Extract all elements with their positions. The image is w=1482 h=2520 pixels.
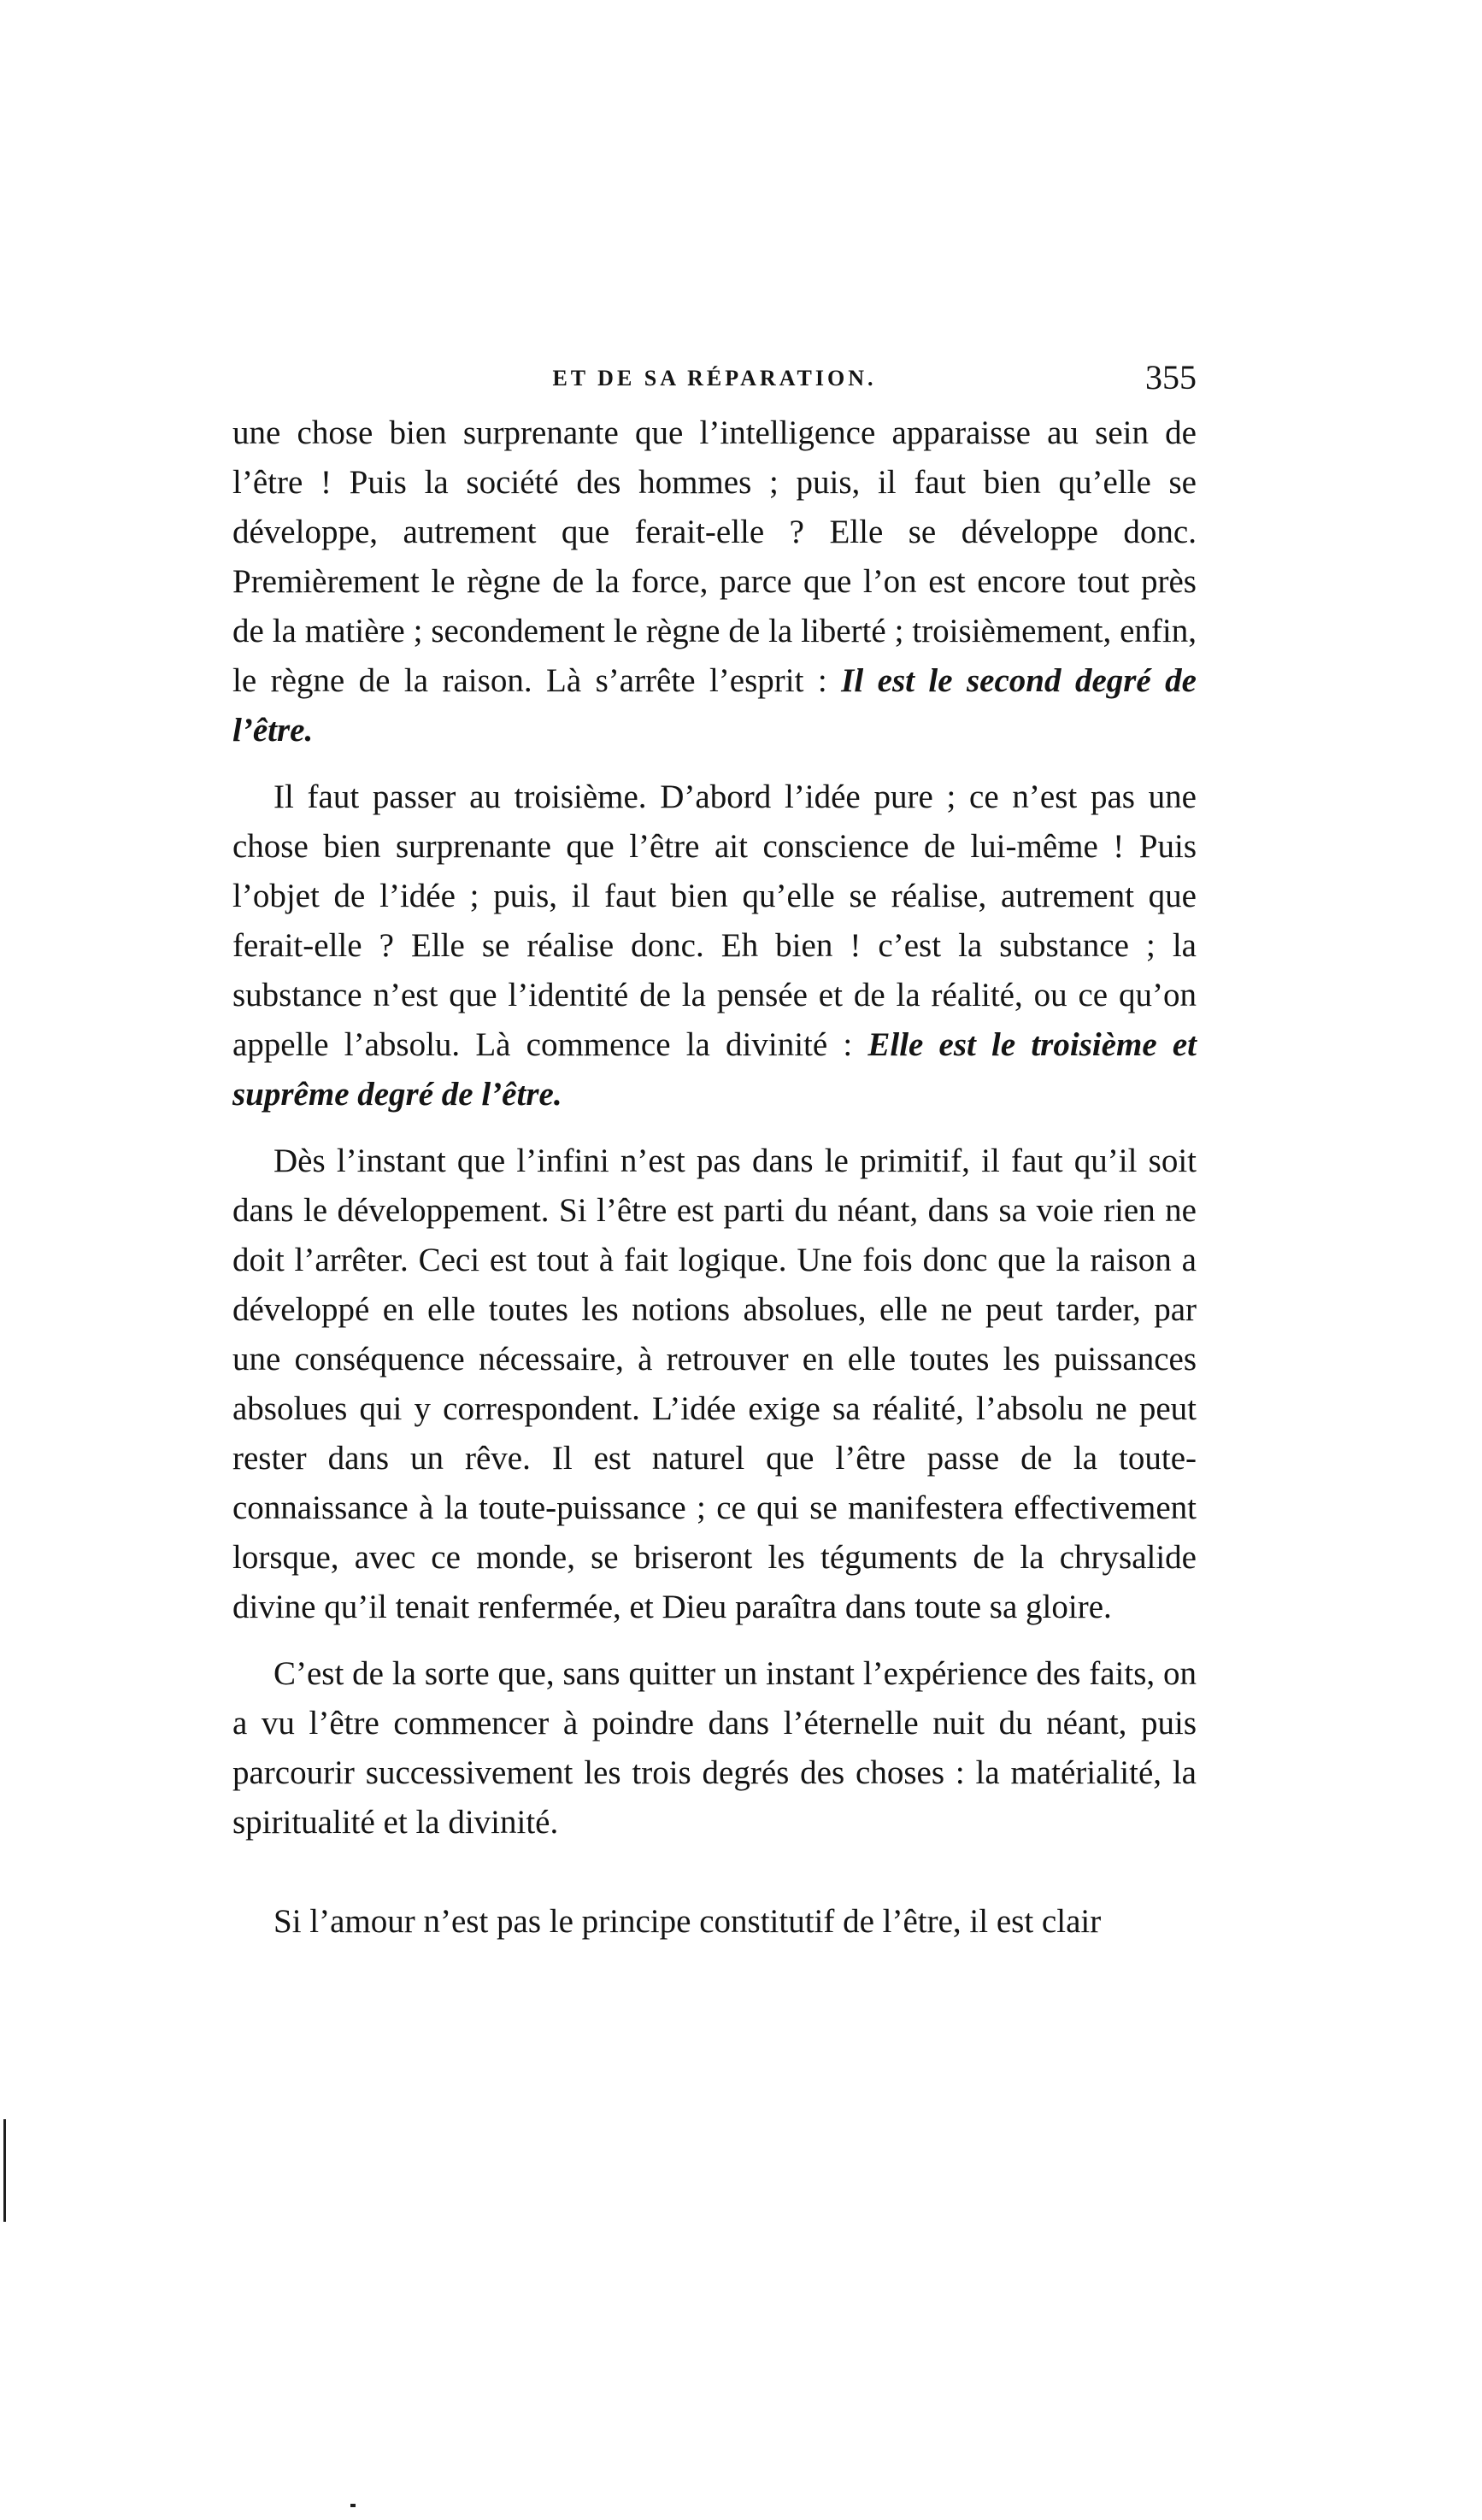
running-header bbox=[232, 357, 1197, 400]
paragraph-1-text: une chose bien surprenante que l’intelligence apparaisse au sein de l’être ! Puis la société des hommes ; puis, il faut bien qu’elle se développe, autrement que ferait-elle ? Elle se développe donc. Premièrement le règne de la force, parce que l’on est encore tout près de la matière ; secondement le règne de la liberté ; troisièmement, enfin, le règne de la raison. Là s’arrête l’esprit : bbox=[232, 414, 1197, 699]
paragraph-3-text: Dès l’instant que l’infini n’est pas dans le primitif, il faut qu’il soit dans le développement. Si l’être est parti du néant, dans sa voie rien ne doit l’arrêter. Ceci est tout à fait logique. Une fois donc que la raison a développé en elle toutes les notions absolues, elle ne peut tarder, par une conséquence nécessaire, à retrouver en elle toutes les puissances absolues qui y correspondent. L’idée exige sa réalité, l’absolu ne peut rester dans un rêve. Il est naturel que l’être passe de la toute-connaissance à la toute-puissance ; ce qui se manifestera effectivement lorsque, avec ce monde, se briseront les téguments de la chrysalide divine qu’il tenait renfermée, et Dieu paraîtra dans toute sa gloire. bbox=[232, 1143, 1197, 1625]
paragraph-5-text: Si l’amour n’est pas le principe constitutif de l’être, il est clair bbox=[273, 1903, 1102, 1940]
running-title: ET DE SA RÉPARATION. bbox=[552, 366, 877, 391]
paragraph-5 bbox=[232, 1897, 1197, 1947]
scan-dot-bottom bbox=[350, 2504, 356, 2507]
paragraph-2-italic: Elle est le troisième et suprême degré de l’être. bbox=[232, 1026, 1197, 1113]
paragraph-2 bbox=[232, 772, 1197, 1119]
paragraph-1 bbox=[232, 408, 1197, 755]
page-number: 355 bbox=[1145, 358, 1197, 397]
paragraph-2-text: Il faut passer au troisième. D’abord l’idée pure ; ce n’est pas une chose bien surprenante que l’être ait conscience de lui-même ! Puis l’objet de l’idée ; puis, il faut bien qu’elle se réalise, autrement que ferait-elle ? Elle se réalise donc. Eh bien ! c’est la substance ; la substance n’est que l’identité de la pensée et de la réalité, ou ce qu’on appelle l’absolu. Là commence la divinité : bbox=[232, 778, 1197, 1063]
paragraph-4-text: C’est de la sorte que, sans quitter un instant l’expérience des faits, on a vu l’être commencer à poindre dans l’éternelle nuit du néant, puis parcourir successivement les trois degrés des choses : la matérialité, la spiritualité et la divinité. bbox=[232, 1655, 1197, 1841]
scan-mark-left bbox=[3, 2119, 6, 2222]
body-text bbox=[232, 408, 1197, 1964]
paragraph-4 bbox=[232, 1649, 1197, 1847]
paragraph-3 bbox=[232, 1137, 1197, 1632]
paragraph-1-italic: Il est le second degré de l’être. bbox=[232, 662, 1197, 749]
